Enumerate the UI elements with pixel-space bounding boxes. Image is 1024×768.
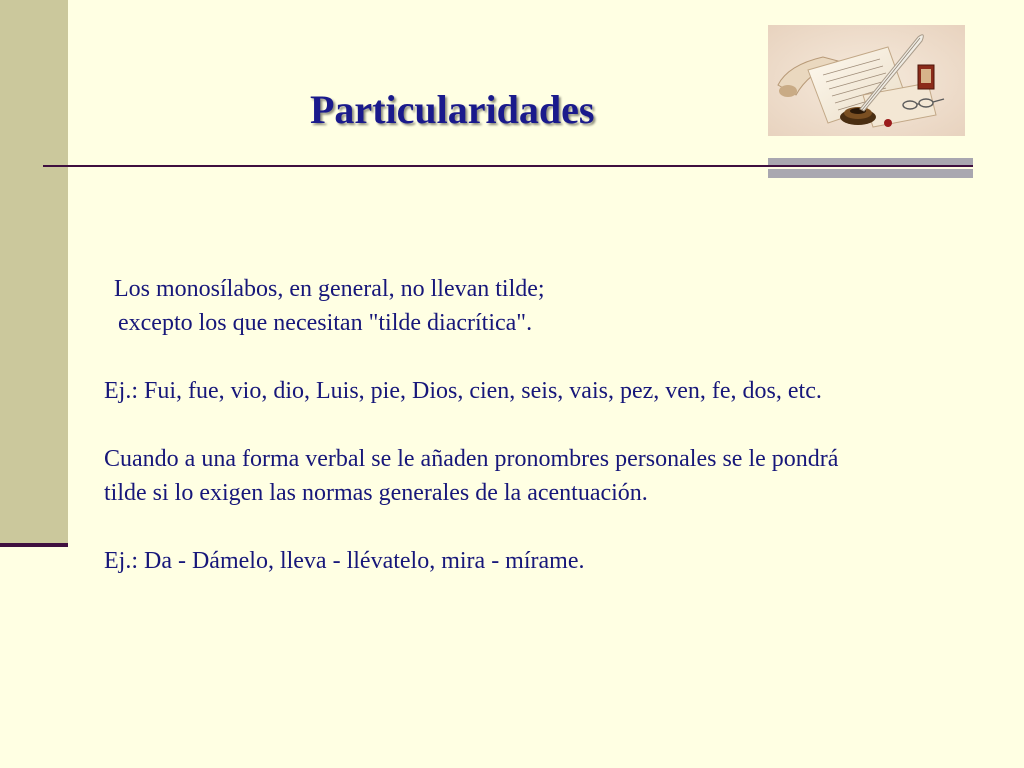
paragraph-1-line-1: Los monosílabos, en general, no llevan tilde;: [114, 276, 545, 302]
slide-body: [104, 272, 1004, 578]
paragraph-spacer: [104, 340, 1004, 374]
paragraph-2-line-1: Ej.: Fui, fue, vio, dio, Luis, pie, Dios, cien, seis, vais, pez, ven, fe, dos, etc.: [104, 378, 822, 404]
paragraph-3-line-1: Cuando a una forma verbal se le añaden pronombres personales se le pondrá: [104, 446, 839, 472]
paragraph-spacer: [104, 408, 1004, 442]
slide-title: Particularidades: [310, 87, 595, 132]
accent-bar-bottom: [768, 169, 973, 178]
sidebar-decoration: [0, 0, 68, 545]
quill-paper-inkwell-icon: [768, 25, 965, 136]
accent-bar-top: [768, 158, 973, 165]
paragraph-4-line-1: Ej.: Da - Dámelo, lleva - llévatelo, mira - mírame.: [104, 548, 585, 574]
paragraph-spacer: [104, 510, 1004, 544]
title-divider: [43, 165, 973, 167]
paragraph-3-line-2: tilde si lo exigen las normas generales de la acentuación.: [104, 480, 648, 506]
paragraph-1-line-2: excepto los que necesitan "tilde diacrítica".: [118, 310, 533, 336]
sidebar-underline: [0, 543, 68, 547]
